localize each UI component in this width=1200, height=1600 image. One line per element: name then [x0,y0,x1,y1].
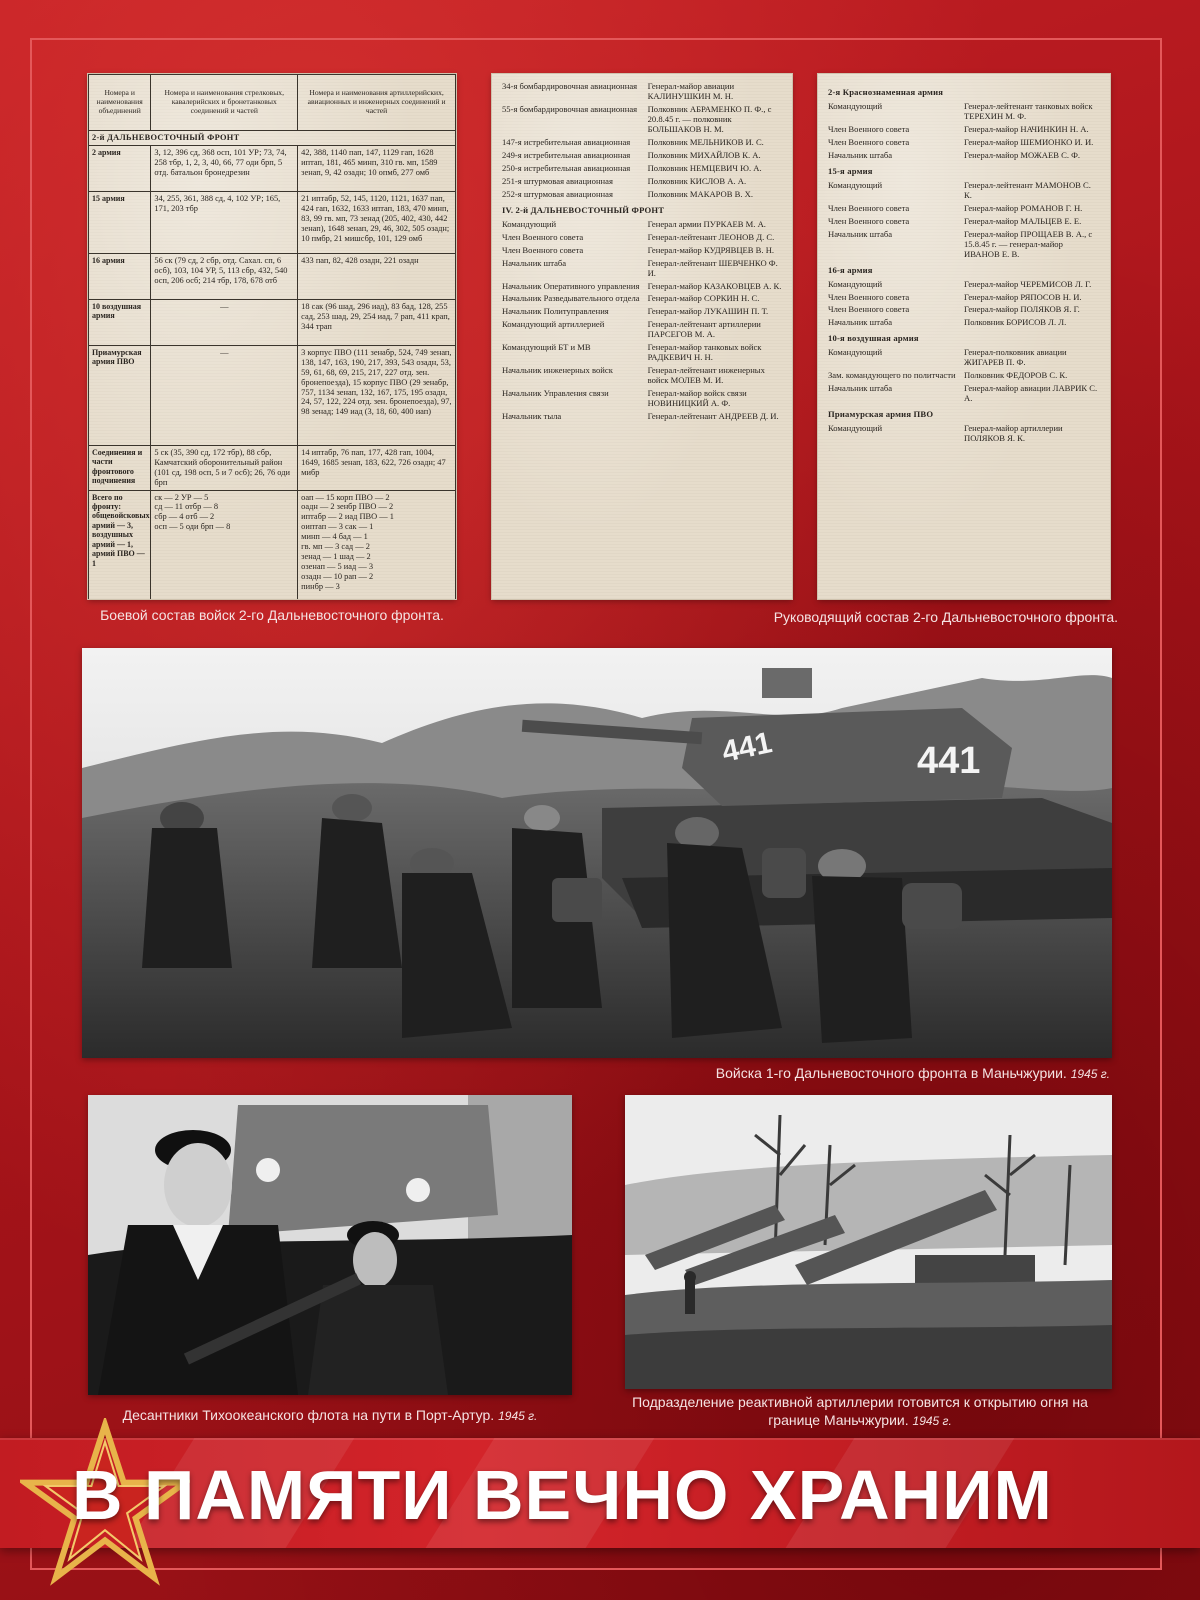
position: Член Военного совета [828,123,910,134]
caption-marines-year: 1945 г. [498,1409,538,1423]
tank-number-right: 441 [917,740,981,782]
person: Генерал-майор СОРКИН Н. С. [647,293,760,304]
position: Начальник штаба [828,149,893,160]
caption-rockets-text: Подразделение реактивной артиллерии готовится к открытию огня на границе Маньчжурии. [632,1394,1088,1428]
position: 147-я истребительная авиационная [502,136,631,147]
position: Командующий [828,278,883,289]
person: Генерал-майор войск связи НОВИНИЦКИЙ А. Ф. [647,388,747,409]
units-cell: 3, 12, 396 сд, 368 осп, 101 УР; 73, 74, 258 тбр, 1, 2, 3, 40, 66, 77 оди брп, 5 отд. батальон бронедрезин [151,145,298,191]
person: Генерал-лейтенант АНДРЕЕВ Д. И. [647,411,779,422]
person: Генерал-полковник авиации ЖИГАРЕВ П. Ф. [964,347,1067,368]
totals-row [89,490,456,599]
list-item [828,280,1100,290]
position: Член Военного совета [828,202,910,213]
list-item [828,348,1100,368]
person: Генерал-майор МАЛЬЦЕВ Е. Е. [964,215,1082,226]
table-header-cell: Номера и наименования объединений [89,75,151,131]
formation-name: Приамурская армия ПВО [89,345,151,445]
army-title: Приамурская армия ПВО [828,409,934,420]
list-item [502,246,782,256]
units-cell: 56 ск (79 сд, 2 сбр, отд. Сахал. сп, 6 осб), 103, 104 УР, 5, 113 сбр, 432, 540 осп, 206 осб; 214 тбр, 178, 678 отб [151,253,298,299]
person: Полковник МАКАРОВ В. Х. [647,188,754,199]
totals-line: сбр — 4 отб — 2 [154,512,215,522]
position: 34-я бомбардировочная авиационная [502,81,638,91]
position: Начальник штаба [828,317,893,328]
formation-name: 16 армия [89,253,151,299]
table-row [89,345,456,445]
person: Генерал-лейтенант МАМОНОВ С. К. [964,179,1091,200]
list-item [502,294,782,304]
list-item [828,102,1100,122]
list-item [502,412,782,422]
army-command-roster [828,88,1100,444]
artillery-cell: 3 корпус ПВО (111 зенабр, 524, 749 зенап, 138, 147, 163, 190, 217, 393, 543 озадн, 53, 59, 61, 68, 69, 215, 217, 227 отд. зен. бронепоезда), 15 корпус ПВО (29 зенабр, 757, 1134 зенап, 132, 167, 175, 195 озадн, 24, 57, 122, 224 отд. зен. бронепоезда), 97, 98 зенад; 149 иад (3, 18, 60, 400 иап) [298,345,456,445]
caption-rockets-year: 1945 г. [912,1414,952,1428]
list-item [502,320,782,340]
artillery-cell: 42, 388, 1140 пап, 147, 1129 гап, 1628 иптап, 181, 465 минп, 310 гв. мп, 1589 зенап, 9, 42 озадн; 10 опмб, 277 омб [298,145,456,191]
combat-composition-document [88,74,456,599]
totals-line: минп — 4 бад — 1 [301,532,368,542]
list-item [502,151,782,161]
section-row [89,131,456,146]
person: Генерал армии ПУРКАЕВ М. А. [647,218,766,229]
army-title: 2-я Краснознаменная армия [828,87,944,97]
position: Командующий [828,100,883,111]
artillery-cell: 14 иптабр, 76 пап, 177, 428 гап, 1004, 1649, 1685 зенап, 183, 622, 726 озадн; 47 мибр [298,445,456,490]
position: 251-я штурмовая авиационная [502,175,613,186]
person: Генерал-майор ПОЛЯКОВ Я. Г. [964,304,1080,315]
totals-line: гв. мп — 3 сад — 2 [301,542,370,552]
formation-name: 10 воздушная армия [89,299,151,345]
position: 249-я истребительная авиационная [502,149,631,160]
units-cell: 34, 255, 361, 388 сд, 4, 102 УР; 165, 171, 203 тбр [151,191,298,253]
list-item [502,233,782,243]
totals-artillery-cell [298,490,456,599]
person: Генерал-майор артиллерии ПОЛЯКОВ Я. К. [964,423,1063,444]
caption-command-staff: Руководящий состав 2-го Дальневосточного фронта. [773,609,1118,625]
position: Командующий артиллерией [502,319,605,330]
artillery-cell: 18 сак (96 шад, 296 иад), 83 бад, 128, 255 сад, 253 шад, 29, 254 иад, 7 рап, 411 крап, 344 трап [298,299,456,345]
table-header-row [89,75,456,131]
table-row [89,445,456,490]
list-item [828,138,1100,148]
totals-line: оиптап — 3 сак — 1 [301,522,374,532]
position: Командующий БТ и МВ [502,342,591,353]
list-item [502,307,782,317]
list-item [828,384,1100,404]
section-title: IV. 2-й ДАЛЬНЕВОСТОЧНЫЙ ФРОНТ [502,204,665,215]
list-item [502,190,782,200]
army-title: 10-я воздушная армия [828,333,919,344]
position: Начальник тыла [502,411,562,422]
position: Член Военного совета [828,136,910,147]
army-title: 15-я армия [828,165,873,176]
person: Генерал-майор КАЗАКОВЦЕВ А. К. [647,280,782,291]
person: Генерал-майор МОЖАЕВ С. Ф. [964,149,1081,160]
totals-label: Всего по фронту: общевойсковых армий — 3, воздушных армий — 1, армий ПВО — 1 [89,490,151,599]
list-item [828,125,1100,135]
position: Зам. командующего по политчасти [828,370,956,381]
person: Генерал-майор ШЕМИОНКО И. И. [964,136,1094,147]
rocket-artillery-photo [625,1095,1112,1389]
position: 55-я бомбардировочная авиационная [502,103,638,114]
position: Член Военного совета [502,244,584,255]
combat-composition-table [88,74,456,599]
position: Начальник Управления связи [502,388,609,399]
position: Член Военного совета [502,231,584,242]
totals-line: ск — 2 УР — 5 [154,492,209,502]
list-item [828,217,1100,227]
person: Генерал-лейтенант танковых войск ТЕРЕХИН М. Ф. [964,100,1093,121]
position: Командующий [828,179,883,190]
person: Полковник ФЕДОРОВ С. К. [964,370,1068,381]
position: Командующий [502,218,557,229]
totals-line: оадн — 2 зенбр ПВО — 2 [301,502,394,512]
position: Член Военного совета [828,215,910,226]
position: Начальник штаба [828,228,893,239]
person: Генерал-майор РОМАНОВ Г. Н. [964,202,1083,213]
caption-marines-text: Десантники Тихоокеанского флота на пути в Порт-Артур. [122,1407,495,1423]
list-item [502,82,782,102]
person: Генерал-майор КУДРЯВЦЕВ В. Н. [647,244,775,255]
position: 252-я штурмовая авиационная [502,188,613,199]
totals-units-cell [151,490,298,599]
tank-number-left: 441 [719,726,775,769]
position: Начальник штаба [828,383,893,394]
position: Начальник Оперативного управления [502,280,640,291]
caption-combat-composition: Боевой состав войск 2-го Дальневосточного фронта. [100,607,444,623]
formation-name: 15 армия [89,191,151,253]
person: Полковник БОРИСОВ Л. Л. [964,317,1067,328]
list-item [502,389,782,409]
list-item [502,343,782,363]
position: Начальник Разведывательного отдела [502,293,640,304]
list-item [828,151,1100,161]
list-item [828,305,1100,315]
units-cell: — [151,299,298,345]
totals-line: сд — 11 отбр — 8 [154,502,219,512]
list-item [502,164,782,174]
list-item [502,138,782,148]
list-item [502,105,782,135]
list-item [828,181,1100,201]
list-item [502,282,782,292]
list-item [828,204,1100,214]
person: Полковник КИСЛОВ А. А. [647,175,747,186]
position: Командующий [828,347,883,358]
command-roster [502,82,782,422]
caption-rockets-photo [610,1393,1110,1430]
position: Член Военного совета [828,291,910,302]
table-row [89,145,456,191]
list-item [828,424,1100,444]
caption-main-photo [480,1064,1110,1083]
command-staff-document-right [818,74,1110,599]
caption-main-text: Войска 1-го Дальневосточного фронта в Маньчжурии. [715,1065,1067,1081]
table-header-cell: Номера и наименования артиллерийских, авиационных и инженерных соединений и частей [298,75,456,131]
list-item [502,366,782,386]
artillery-cell: 21 иптабр, 52, 145, 1120, 1121, 1637 пап, 424 гап, 1632, 1633 иптап, 183, 470 минп, 83, 99 гв. мп, 73 зенад (205, 402, 430, 442 зенап), 1648 зенап, 29, 46, 302, 505 озадн; 10 пмбр, 21 мишсбр, 101, 129 омб [298,191,456,253]
person: Генерал-лейтенант ЛЕОНОВ Д. С. [647,231,775,242]
section-title: 2-й ДАЛЬНЕВОСТОЧНЫЙ ФРОНТ [89,131,456,146]
position: 250-я истребительная авиационная [502,162,631,173]
person: Генерал-майор НАЧИНКИН Н. А. [964,123,1089,134]
person: Генерал-майор танковых войск РАДКЕВИЧ Н. Н. [647,342,762,363]
position: Начальник штаба [502,257,567,268]
list-item [828,371,1100,381]
person: Полковник АБРАМЕНКО П. Ф., с 20.8.45 г. — полковник БОЛЬШАКОВ Н. М. [647,103,772,134]
table-row [89,253,456,299]
troops-and-tank-illustration [82,648,1112,1058]
formation-name: 2 армия [89,145,151,191]
totals-line: озенап — 5 иад — 3 [301,561,374,571]
position: Начальник Политуправления [502,306,609,317]
person: Полковник МЕЛЬНИКОВ И. С. [647,136,764,147]
person: Генерал-лейтенант ШЕВЧЕНКО Ф. И. [647,257,778,278]
list-item [828,293,1100,303]
rocket-artillery-illustration [625,1095,1112,1389]
army-title: 16-я армия [828,264,873,275]
person: Генерал-майор ЧЕРЕМИСОВ Л. Г. [964,278,1092,289]
totals-line: иптабр — 2 иад ПВО — 1 [301,512,394,522]
person: Генерал-майор авиации ЛАВРИК С. А. [964,383,1098,404]
person: Генерал-майор ПРОЩАЕВ В. А., с 15.8.45 г. — генерал-майор ИВАНОВ Е. В. [964,228,1093,259]
units-cell: 5 ск (35, 390 сд, 172 тбр), 88 сбр, Камчатский оборонительный район (101 сд, 198 осп, 5 и 7 осб); 26, 76 оди брп [151,445,298,490]
formation-name: Соединения и части фронтового подчинения [89,445,151,490]
person: Генерал-майор ЛУКАШИН П. Т. [647,306,769,317]
table-row [89,191,456,253]
person: Генерал-майор РЯПОСОВ Н. И. [964,291,1082,302]
troops-and-tank-photo [82,648,1112,1058]
list-item [828,318,1100,328]
totals-line: зенад — 1 шад — 2 [301,551,371,561]
position: Начальник инженерных войск [502,365,613,376]
table-header-cell: Номера и наименования стрелковых, кавалерийских и бронетанковых соединений и частей [151,75,298,131]
artillery-cell: 433 пап, 82, 428 озадн, 221 озадн [298,253,456,299]
list-item [828,230,1100,260]
list-item [502,259,782,279]
list-item [502,177,782,187]
totals-line: озадн — 10 рап — 2 [301,571,374,581]
position: Командующий [828,423,883,434]
person: Генерал-лейтенант инженерных войск МОЛЕВ М. И. [647,365,765,386]
totals-line: пинбр — 3 [301,581,340,591]
command-staff-document-left [492,74,792,599]
totals-line: оап — 15 корп ПВО — 2 [301,492,390,502]
person: Генерал-лейтенант артиллерии ПАРСЕГОВ М. А. [647,319,761,340]
person: Полковник МИХАЙЛОВ К. А. [647,149,761,160]
table-row [89,299,456,345]
person: Генерал-майор авиации КАЛИНУШКИН М. Н. [647,81,735,101]
slogan-title: В ПАМЯТИ ВЕЧНО ХРАНИМ [72,1456,1053,1534]
marines-illustration [88,1095,572,1395]
totals-line: осп — 5 оди брп — 8 [154,522,231,532]
units-cell: — [151,345,298,445]
pacific-fleet-marines-photo [88,1095,572,1395]
caption-main-year: 1945 г. [1070,1067,1110,1081]
person: Полковник НЕМЦЕВИЧ Ю. А. [647,162,762,173]
position: Член Военного совета [828,304,910,315]
list-item [502,220,782,230]
